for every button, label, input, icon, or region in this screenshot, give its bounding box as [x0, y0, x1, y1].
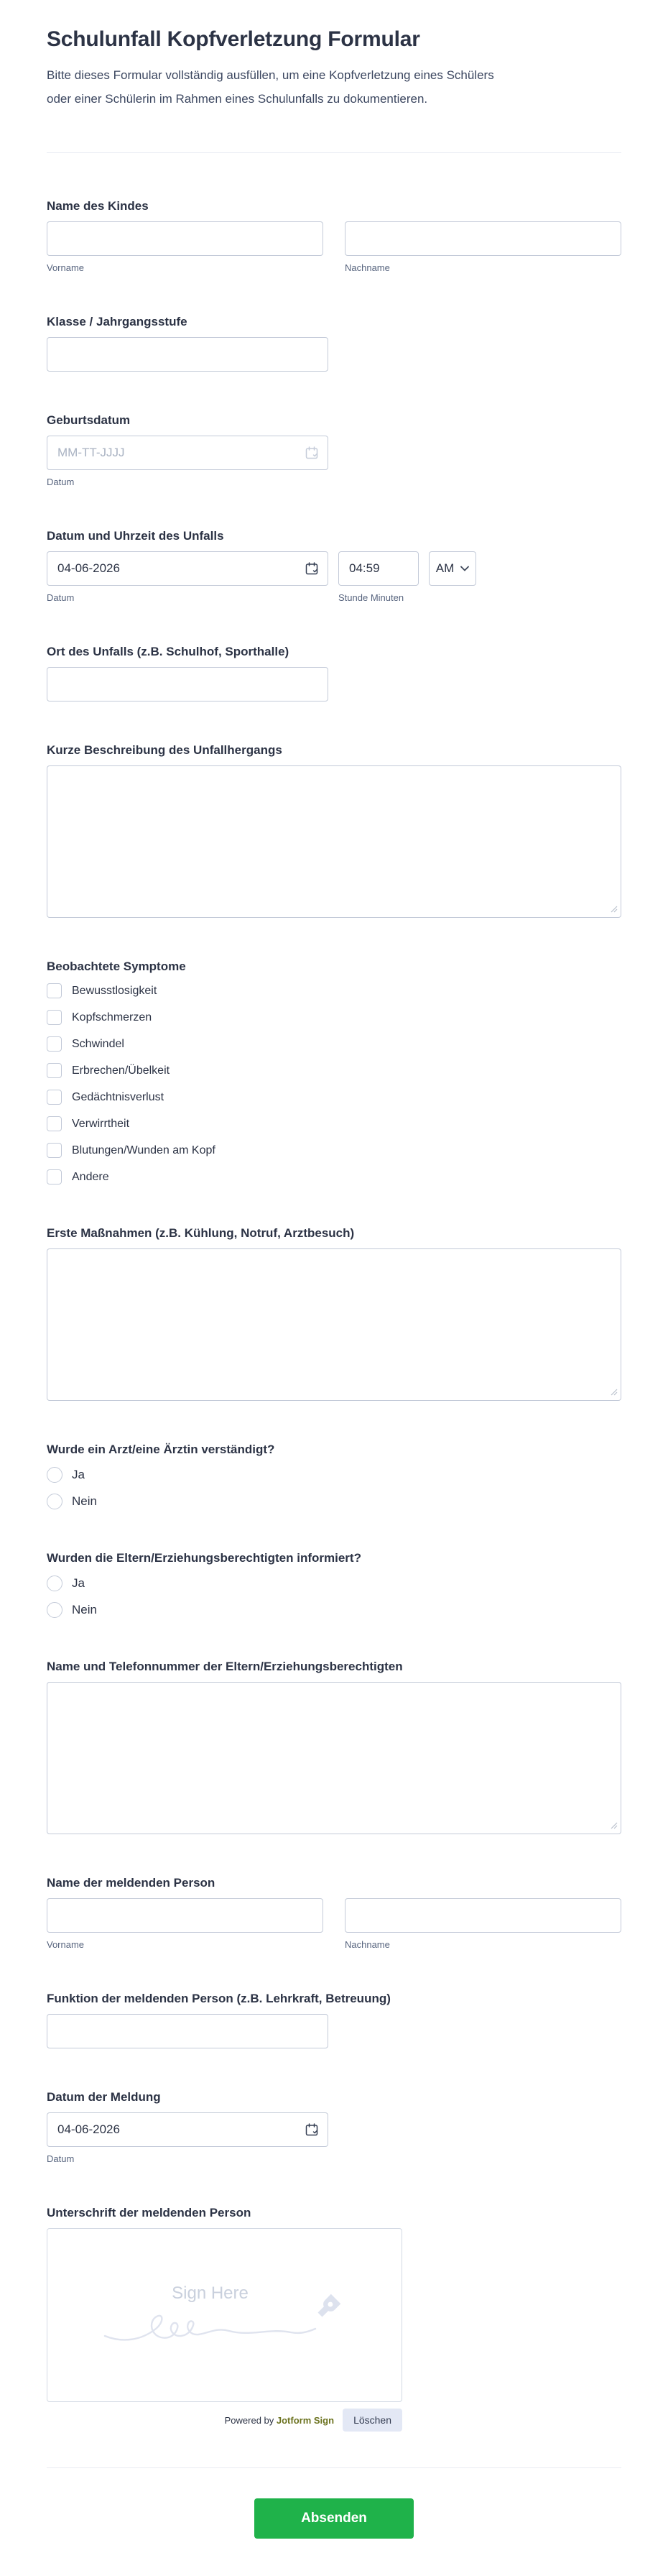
radio-button[interactable] — [47, 1602, 62, 1618]
field-signature — [47, 2206, 621, 2432]
field-label: Name des Kindes — [47, 199, 149, 213]
symptom-option — [47, 1169, 621, 1184]
checkbox-label: Blutungen/Wunden am Kopf — [72, 1144, 215, 1156]
page-title: Schulunfall Kopfverletzung Formular — [47, 27, 420, 51]
field-label: Beobachtete Symptome — [47, 960, 186, 973]
field-label: Erste Maßnahmen (z.B. Kühlung, Notruf, Arztbesuch) — [47, 1226, 355, 1240]
field-reporter-name — [47, 1876, 621, 1950]
calendar-icon[interactable] — [305, 2122, 319, 2137]
birth-date-input[interactable] — [47, 436, 328, 470]
signature-squiggle-icon — [103, 2303, 318, 2348]
radio-option — [47, 1602, 621, 1618]
signature-pad[interactable] — [47, 2228, 402, 2402]
field-report-date — [47, 2090, 621, 2164]
field-accident-datetime — [47, 529, 621, 603]
field-location — [47, 645, 621, 702]
last-name-sublabel: Nachname — [345, 1939, 390, 1950]
reporter-role-input[interactable] — [47, 2014, 328, 2048]
field-label: Name und Telefonnummer der Eltern/Erziehungsberechtigten — [47, 1660, 403, 1673]
symptom-option — [47, 1063, 621, 1078]
meridiem-select[interactable] — [429, 551, 476, 586]
symptom-option — [47, 1116, 621, 1131]
symptom-option — [47, 1036, 621, 1052]
symptom-option — [47, 1090, 621, 1105]
field-doctor-notified — [47, 1443, 621, 1509]
date-sublabel: Datum — [47, 2153, 75, 2164]
field-label: Datum und Uhrzeit des Unfalls — [47, 529, 224, 543]
field-reporter-role — [47, 1992, 621, 2048]
powered-by-text — [225, 2415, 334, 2426]
field-child-name — [47, 199, 621, 273]
field-label: Geburtsdatum — [47, 413, 131, 427]
form-header — [0, 0, 668, 153]
checkbox-label: Andere — [72, 1170, 109, 1183]
child-last-name-input[interactable] — [345, 221, 621, 256]
sign-here-text: Sign Here — [172, 2283, 249, 2303]
grade-input[interactable] — [47, 337, 328, 372]
field-parents-contact — [47, 1660, 621, 1834]
checkbox[interactable] — [47, 1143, 62, 1158]
field-label: Wurden die Eltern/Erziehungsberechtigten informiert? — [47, 1551, 361, 1565]
field-first-aid — [47, 1226, 621, 1401]
field-label: Ort des Unfalls (z.B. Schulhof, Sporthalle) — [47, 645, 289, 658]
checkbox-label: Schwindel — [72, 1037, 124, 1050]
radio-button[interactable] — [47, 1576, 62, 1591]
radio-button[interactable] — [47, 1467, 62, 1483]
pen-nib-icon — [317, 2292, 343, 2322]
radio-option — [47, 1467, 621, 1483]
field-symptoms — [47, 960, 621, 1184]
time-sublabel: Stunde Minuten — [338, 592, 404, 603]
symptom-option — [47, 983, 621, 998]
meridiem-value: AM — [435, 561, 455, 575]
date-sublabel: Datum — [47, 477, 75, 487]
reporter-last-name-input[interactable] — [345, 1898, 621, 1933]
field-label: Unterschrift der meldenden Person — [47, 2206, 251, 2220]
page-subtitle: Bitte dieses Formular vollständig ausfüllen, um eine Kopfverletzung eines Schülers oder einer Schülerin im Rahmen eines Schulunfalls zu dokumentieren. — [47, 68, 494, 106]
date-sublabel: Datum — [47, 592, 75, 603]
calendar-icon[interactable] — [305, 446, 319, 460]
checkbox[interactable] — [47, 1090, 62, 1105]
parents-contact-textarea[interactable] — [47, 1682, 621, 1834]
checkbox-label: Bewusstlosigkeit — [72, 984, 157, 997]
child-first-name-input[interactable] — [47, 221, 323, 256]
form-footer — [47, 2467, 621, 2539]
checkbox-label: Kopfschmerzen — [72, 1011, 152, 1024]
field-grade — [47, 315, 621, 372]
field-label: Kurze Beschreibung des Unfallhergangs — [47, 743, 282, 757]
checkbox-label: Gedächtnisverlust — [72, 1090, 164, 1103]
reporter-first-name-input[interactable] — [47, 1898, 323, 1933]
accident-date-input[interactable] — [47, 551, 328, 586]
radio-label: Ja — [72, 1468, 85, 1481]
powered-by-prefix: Powered by — [224, 2414, 274, 2426]
jotform-sign-brand: Jotform Sign — [276, 2414, 335, 2426]
field-label: Funktion der meldenden Person (z.B. Lehrkraft, Betreuung) — [47, 1992, 391, 2005]
calendar-icon[interactable] — [305, 561, 319, 576]
checkbox[interactable] — [47, 1036, 62, 1052]
symptom-option — [47, 1143, 621, 1158]
radio-label: Ja — [72, 1576, 85, 1590]
field-parents-informed — [47, 1551, 621, 1618]
symptom-option — [47, 1010, 621, 1025]
accident-time-input[interactable] — [338, 551, 419, 586]
checkbox[interactable] — [47, 1169, 62, 1184]
field-birth-date — [47, 413, 621, 487]
first-aid-textarea[interactable] — [47, 1248, 621, 1401]
field-label: Datum der Meldung — [47, 2090, 161, 2104]
field-label: Name der meldenden Person — [47, 1876, 215, 1890]
clear-signature-button[interactable]: Löschen — [343, 2409, 402, 2432]
checkbox-label: Verwirrtheit — [72, 1117, 130, 1130]
first-name-sublabel: Vorname — [47, 1939, 85, 1950]
radio-label: Nein — [72, 1603, 97, 1616]
form-body — [0, 153, 668, 2539]
checkbox-label: Erbrechen/Übelkeit — [72, 1064, 170, 1077]
checkbox[interactable] — [47, 1010, 62, 1025]
radio-option — [47, 1576, 621, 1591]
first-name-sublabel: Vorname — [47, 262, 85, 273]
checkbox[interactable] — [47, 983, 62, 998]
last-name-sublabel: Nachname — [345, 262, 390, 273]
field-label: Wurde ein Arzt/eine Ärztin verständigt? — [47, 1443, 275, 1456]
report-date-input[interactable] — [47, 2112, 328, 2147]
radio-option — [47, 1494, 621, 1509]
submit-button[interactable]: Absenden — [254, 2498, 414, 2539]
radio-label: Nein — [72, 1494, 97, 1508]
field-description — [47, 743, 621, 918]
checkbox[interactable] — [47, 1063, 62, 1078]
location-input[interactable] — [47, 667, 328, 702]
field-label: Klasse / Jahrgangsstufe — [47, 315, 187, 328]
radio-button[interactable] — [47, 1494, 62, 1509]
checkbox[interactable] — [47, 1116, 62, 1131]
chevron-down-icon — [460, 566, 469, 571]
description-textarea[interactable] — [47, 765, 621, 918]
